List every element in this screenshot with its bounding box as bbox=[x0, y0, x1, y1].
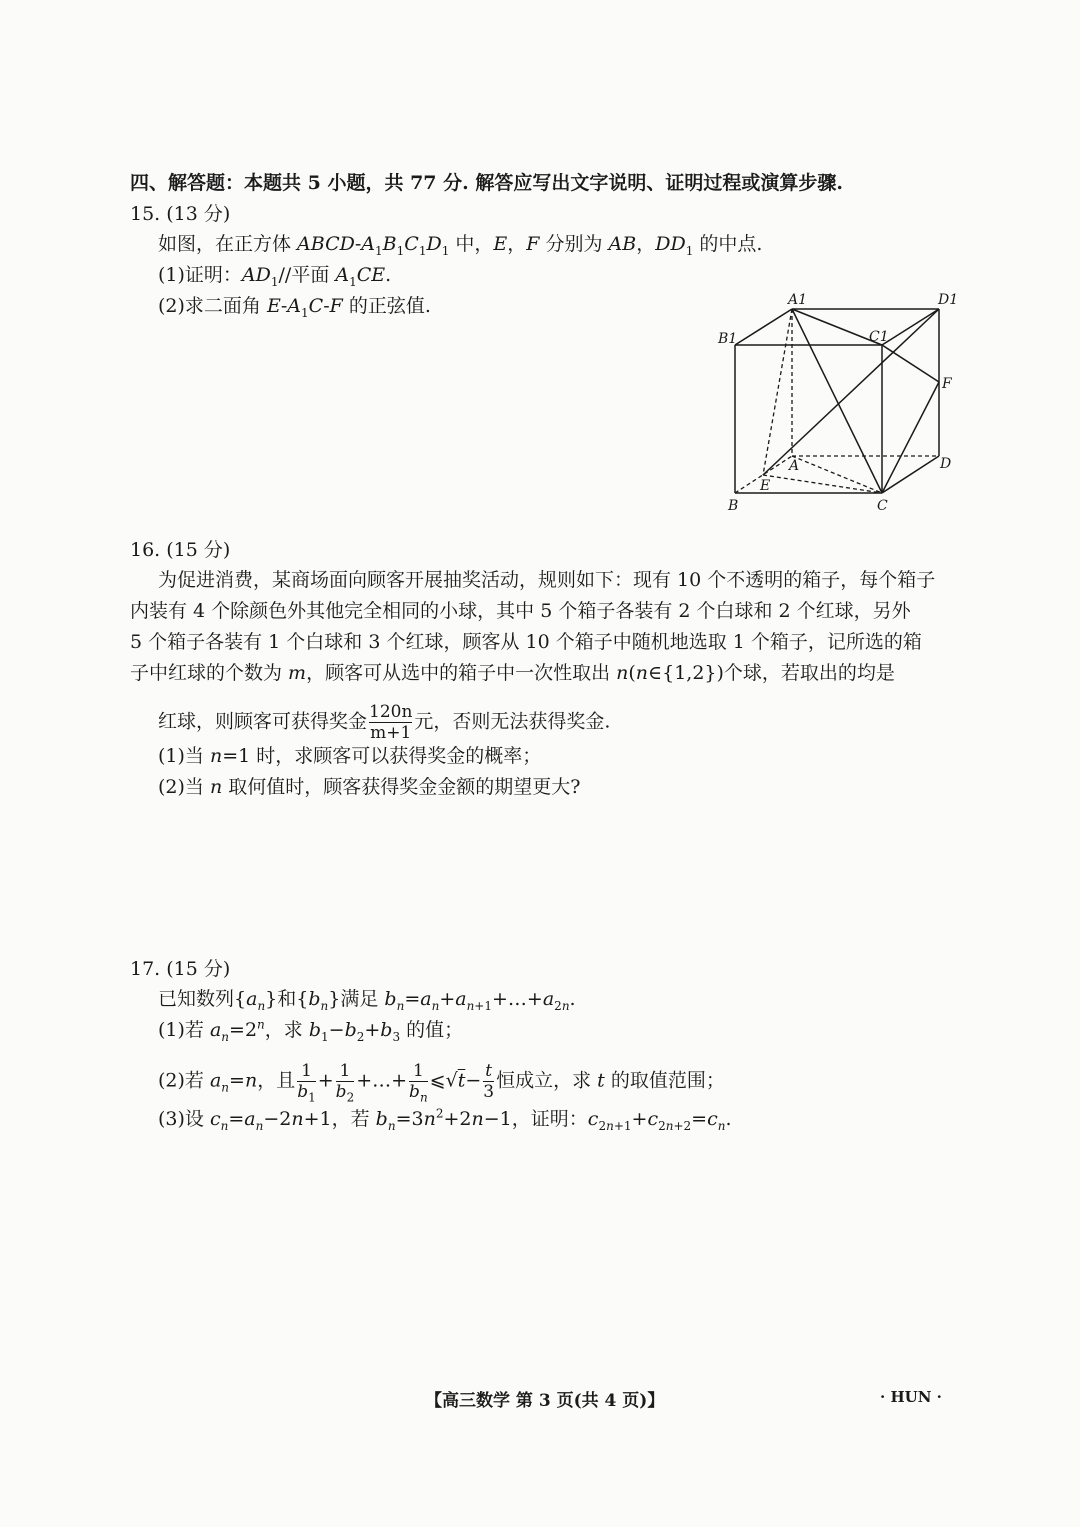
label-B1: B1 bbox=[718, 331, 738, 347]
q16-line5-text-b: 元，否则无法获得奖金. bbox=[414, 710, 611, 733]
q15-number: 15. (13 分) bbox=[130, 203, 231, 225]
q17-stem-text-c: 满足 bbox=[340, 988, 385, 1010]
label-A: A bbox=[789, 458, 800, 474]
reward-fraction-denominator: m+1 bbox=[370, 723, 412, 743]
q15-part2: (2)求二面角 $E-A_1C-F$ 的正弦值. bbox=[158, 295, 431, 320]
q17-part3-text-b: ，若 bbox=[331, 1108, 376, 1130]
q17-part2-text-b: ，且 bbox=[257, 1069, 296, 1092]
q16-part1: (1)当 n=1 时，求顾客可以获得奖金的概率； bbox=[158, 745, 542, 767]
q16-number: 16. (15 分) bbox=[130, 539, 231, 561]
q17-part1: (1)若 $a_n=2^n$，求 $b_1-b_2+b_3$ 的值； bbox=[158, 1017, 464, 1044]
label-F: F bbox=[942, 376, 952, 392]
q15-stem-text-d: 的中点. bbox=[693, 233, 763, 255]
q17-part1-text-c: 的值； bbox=[400, 1019, 464, 1041]
label-D: D bbox=[940, 456, 952, 472]
label-A1: A1 bbox=[788, 292, 808, 308]
q15-part1-text-b: //平面 bbox=[278, 264, 336, 286]
q17-stem-text-a: 已知数列 bbox=[158, 988, 235, 1010]
q17-part1-text-b: ，求 bbox=[264, 1019, 309, 1041]
label-E: E bbox=[760, 478, 771, 494]
label-C1: C1 bbox=[869, 329, 889, 345]
q16-line5 bbox=[158, 702, 610, 743]
page-footer: 【高三数学 第 3 页(共 4 页)】 bbox=[425, 1391, 665, 1411]
reward-fraction-numerator: 120n bbox=[369, 702, 413, 722]
label-C: C bbox=[877, 498, 888, 514]
q16-part2-text-b: 取何值时，顾客获得奖金金额的期望更大? bbox=[222, 776, 581, 798]
q16-line5-text-a: 红球，则顾客可获得奖金 bbox=[158, 710, 368, 733]
q16-part1-text-b: 时，求顾客可以获得奖金的概率； bbox=[256, 745, 542, 767]
q17-number: 17. (15 分) bbox=[130, 958, 231, 980]
q16-line1: 为促进消费，某商场面向顾客开展抽奖活动，规则如下：现有 10 个不透明的箱子，每个箱子 bbox=[158, 569, 936, 591]
q15-part2-text-b: 的正弦值. bbox=[342, 295, 431, 317]
q16-part2-text-a: (2)当 bbox=[158, 776, 210, 798]
q17-part3: (3)设 $c_n=a_n-2n+1$，若 $b_n=3n^2+2n-1$，证明：$c_{2n+1}+c_{2n+2}=c_n$. bbox=[158, 1106, 732, 1133]
q15-stem-text-a: 如图，在正方体 bbox=[158, 233, 298, 255]
q16-part1-text-a: (1)当 bbox=[158, 745, 210, 767]
q15-stem-text-b: 中， bbox=[449, 233, 494, 255]
label-B: B bbox=[728, 498, 739, 514]
q16-line4: 子中红球的个数为 m，顾客可从选中的箱子中一次性取出 n(n∈{1,2})个球，若取出的均是 bbox=[130, 662, 895, 684]
q16-line4-text-b: ，顾客可从选中的箱子中一次性取出 bbox=[306, 662, 617, 684]
q15-part2-text-a: (2)求二面角 bbox=[158, 295, 267, 317]
q16-line3: 5 个箱子各装有 1 个白球和 3 个红球，顾客从 10 个箱子中随机地选取 1 个箱子，记所选的箱 bbox=[130, 631, 922, 653]
label-D1: D1 bbox=[938, 292, 959, 308]
q17-part2-text-a: (2)若 bbox=[158, 1069, 210, 1092]
q16-line4-text-a: 子中红球的个数为 bbox=[130, 662, 289, 684]
q17-part2: (2)若 $a_n=n$，且 $\frac{1}{b_1}$ + $\frac{1}{b_2}$ +…+ $\frac{1}{b_n}$ ⩽√t− $\frac{t}{3}$ 恒成立，求 t 的取值范围； bbox=[158, 1061, 725, 1105]
q17-part2-text-d: 的取值范围； bbox=[604, 1069, 725, 1092]
q15-part1: (1)证明：$AD_1//$平面 $A_1CE$. bbox=[158, 264, 392, 289]
cube-figure bbox=[712, 288, 972, 518]
q16-line4-text-c: 个球，若取出的均是 bbox=[723, 662, 895, 684]
q17-part3-text-c: ，证明： bbox=[511, 1108, 588, 1130]
q17-stem-text-b: 和 bbox=[277, 988, 297, 1010]
q17-stem: 已知数列$\{a_n\}$和$\{b_n\}$满足 $b_n=a_n+a_{n+1}+\dots+a_{2n}$. bbox=[158, 988, 576, 1013]
q15-stem-text-c: 分别为 bbox=[539, 233, 609, 255]
region-code: · HUN · bbox=[880, 1388, 942, 1406]
reward-fraction bbox=[369, 702, 412, 743]
q16-part2: (2)当 n 取何值时，顾客获得奖金金额的期望更大? bbox=[158, 776, 581, 798]
q17-part1-text-a: (1)若 bbox=[158, 1019, 210, 1041]
q17-part3-text-a: (3)设 bbox=[158, 1108, 210, 1130]
q15-part1-text-a: (1)证明： bbox=[158, 264, 242, 286]
q16-line2: 内装有 4 个除颜色外其他完全相同的小球，其中 5 个箱子各装有 2 个白球和 2 个红球，另外 bbox=[130, 600, 911, 622]
q15-stem: 如图，在正方体 ABCD-$A_1B_1C_1D_1$ 中，E，F 分别为 AB，$DD_1$ 的中点. bbox=[158, 233, 763, 258]
section-header: 四、解答题：本题共 5 小题，共 77 分. 解答应写出文字说明、证明过程或演算步骤. bbox=[130, 172, 843, 194]
q17-part2-text-c: 恒成立，求 bbox=[496, 1069, 598, 1092]
